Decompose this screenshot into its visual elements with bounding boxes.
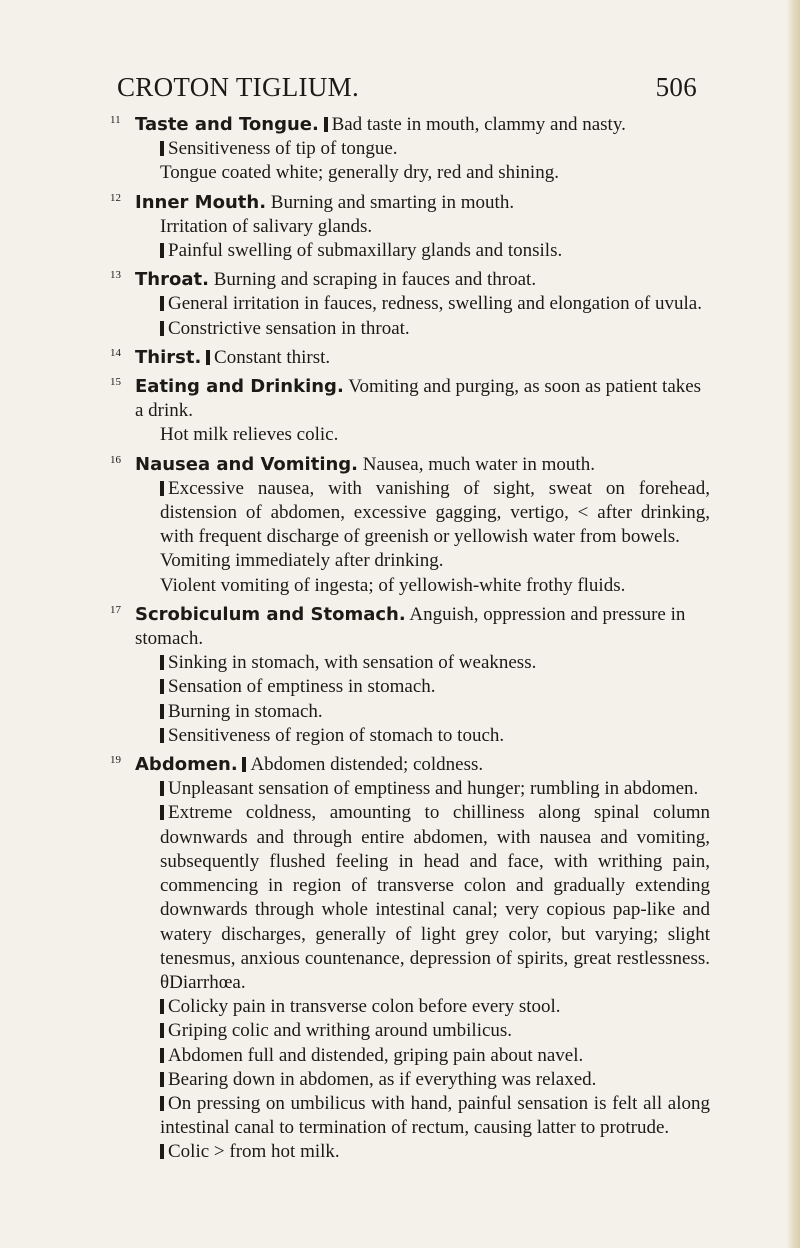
symptom-text: Painful swelling of submaxillary glands and tonsils. <box>168 240 563 262</box>
symptom-text: Bearing down in abdomen, as if everything was relaxed. <box>168 1068 597 1090</box>
symptom-line <box>135 477 710 550</box>
emphasis-bar-icon <box>160 243 164 258</box>
symptom-line <box>135 1019 710 1043</box>
emphasis-bar-icon <box>160 321 164 336</box>
section-17 <box>110 598 710 748</box>
symptom-line <box>135 1140 710 1164</box>
section-number: 14 <box>110 346 121 359</box>
symptom-text: Abdomen full and distended, griping pain about navel. <box>168 1044 584 1066</box>
symptom-text: Hot milk relieves colic. <box>160 424 339 446</box>
page-body <box>110 108 710 1165</box>
symptom-line <box>135 317 710 341</box>
section-number: 19 <box>110 754 121 767</box>
emphasis-bar-icon <box>160 1072 164 1087</box>
section-number: 13 <box>110 269 121 282</box>
symptom-text: Bad taste in mouth, clammy and nasty. <box>331 114 626 135</box>
symptom-text: Nausea, much water in mouth. <box>362 453 595 475</box>
symptom-text: Sinking in stomach, with sensation of weakness. <box>168 652 537 674</box>
section-heading: Inner Mouth. <box>135 191 267 213</box>
emphasis-bar-icon <box>160 1144 164 1159</box>
emphasis-bar-icon <box>160 999 164 1014</box>
symptom-text: Constrictive sensation in throat. <box>168 317 410 339</box>
symptom-line <box>135 549 710 573</box>
emphasis-bar-icon <box>160 781 164 796</box>
symptom-text: Violent vomiting of ingesta; of yellowish-white frothy fluids. <box>160 574 626 596</box>
section-first-line <box>110 448 710 477</box>
emphasis-bar-icon <box>160 296 164 311</box>
emphasis-bar-icon <box>160 141 164 156</box>
section-19 <box>110 748 710 1164</box>
running-header <box>117 72 697 102</box>
section-first-line <box>110 186 710 215</box>
symptom-line <box>135 161 710 185</box>
section-first-line <box>110 341 710 370</box>
emphasis-bar-icon <box>160 1048 164 1063</box>
section-first-line <box>110 748 710 777</box>
symptom-line <box>135 675 710 699</box>
symptom-line <box>135 1068 710 1092</box>
symptom-line <box>135 1044 710 1068</box>
symptom-line <box>135 292 710 316</box>
section-heading: Abdomen. <box>135 754 238 776</box>
symptom-line <box>135 995 710 1019</box>
section-first-line <box>110 108 710 137</box>
page-number: 506 <box>655 72 697 102</box>
section-number: 11 <box>110 114 121 126</box>
symptom-line <box>135 1092 710 1140</box>
symptom-text: On pressing on umbilicus with hand, painful sensation is felt all along intestinal canal to termination of rectum, causing latter to protrude. <box>160 1092 710 1139</box>
symptom-text: Sensation of emptiness in stomach. <box>168 676 436 698</box>
emphasis-bar-icon <box>160 1096 164 1111</box>
emphasis-bar-icon <box>160 655 164 670</box>
symptom-text: Sensitiveness of tip of tongue. <box>168 138 398 160</box>
symptom-text: Griping colic and writhing around umbilicus. <box>168 1020 513 1042</box>
section-heading: Eating and Drinking. <box>135 376 344 398</box>
section-heading: Thirst. <box>135 346 202 368</box>
symptom-line <box>135 801 710 995</box>
symptom-text: Extreme coldness, amounting to chilliness along spinal column downwards and through entire abdomen, with nausea and vomiting, subsequently flushed feeling in head and face, with writhing pain, commencing in region of transverse colon and gradually extending downwards through whole intestinal canal; very copious pap-like and watery discharges, generally of light grey color, but varying; slight tenesmus, anxious countenance, depression of spirits, great restlessness. θDiarrhœa. <box>160 802 710 993</box>
symptom-line <box>135 423 710 447</box>
section-number: 15 <box>110 376 121 389</box>
page-edge-shadow <box>786 0 800 1248</box>
section-16 <box>110 448 710 598</box>
symptom-line <box>135 137 710 161</box>
symptom-text: Colicky pain in transverse colon before every stool. <box>168 996 561 1018</box>
running-title: CROTON TIGLIUM. <box>117 72 360 102</box>
section-first-line <box>110 598 710 651</box>
emphasis-bar-icon <box>324 117 328 132</box>
section-first-line <box>110 370 710 423</box>
symptom-text: Vomiting immediately after drinking. <box>160 550 444 572</box>
symptom-text: Burning and smarting in mouth. <box>270 191 515 213</box>
section-number: 17 <box>110 603 121 616</box>
section-heading: Scrobiculum and Stomach. <box>135 603 406 625</box>
section-number: 12 <box>110 191 121 204</box>
symptom-text: Burning and scraping in fauces and throat. <box>213 269 537 291</box>
section-heading: Nausea and Vomiting. <box>135 453 359 475</box>
symptom-text: Unpleasant sensation of emptiness and hunger; rumbling in abdomen. <box>168 778 699 800</box>
symptom-text: Colic > from hot milk. <box>168 1141 340 1163</box>
symptom-text: Abdomen distended; coldness. <box>250 754 484 776</box>
symptom-line <box>135 651 710 675</box>
section-first-line <box>110 263 710 292</box>
section-heading: Taste and Tongue. <box>135 114 319 135</box>
symptom-line <box>135 215 710 239</box>
symptom-text: Excessive nausea, with vanishing of sight, sweat on forehead, distension of abdomen, excessive gagging, vertigo, < after drinking, with frequent discharge of greenish or yellowish water from bowels. <box>160 477 710 548</box>
symptom-line <box>135 574 710 598</box>
symptom-text: Burning in stomach. <box>168 700 323 722</box>
emphasis-bar-icon <box>160 481 164 496</box>
emphasis-bar-icon <box>160 728 164 743</box>
symptom-text: Constant thirst. <box>214 346 331 368</box>
section-15 <box>110 370 710 448</box>
emphasis-bar-icon <box>160 805 164 820</box>
emphasis-bar-icon <box>160 704 164 719</box>
emphasis-bar-icon <box>206 350 210 365</box>
symptom-text: Anguish, oppression and pressure in stomach. <box>135 603 686 650</box>
symptom-text: Tongue coated white; generally dry, red and shining. <box>160 162 559 184</box>
symptom-text: Vomiting and purging, as soon as patient takes a drink. <box>135 376 702 422</box>
symptom-line <box>135 700 710 724</box>
section-13 <box>110 263 710 341</box>
symptom-line <box>135 724 710 748</box>
emphasis-bar-icon <box>160 679 164 694</box>
emphasis-bar-icon <box>160 1023 164 1038</box>
symptom-text: Sensitiveness of region of stomach to touch. <box>168 724 505 746</box>
section-14 <box>110 341 710 370</box>
section-12 <box>110 186 710 264</box>
section-11 <box>110 108 710 186</box>
emphasis-bar-icon <box>242 757 246 772</box>
section-heading: Throat. <box>135 269 209 291</box>
symptom-text: General irritation in fauces, redness, swelling and elongation of uvula. <box>168 293 702 315</box>
symptom-text: Irritation of salivary glands. <box>160 215 373 237</box>
symptom-line <box>135 777 710 801</box>
symptom-line <box>135 239 710 263</box>
section-number: 16 <box>110 453 121 466</box>
